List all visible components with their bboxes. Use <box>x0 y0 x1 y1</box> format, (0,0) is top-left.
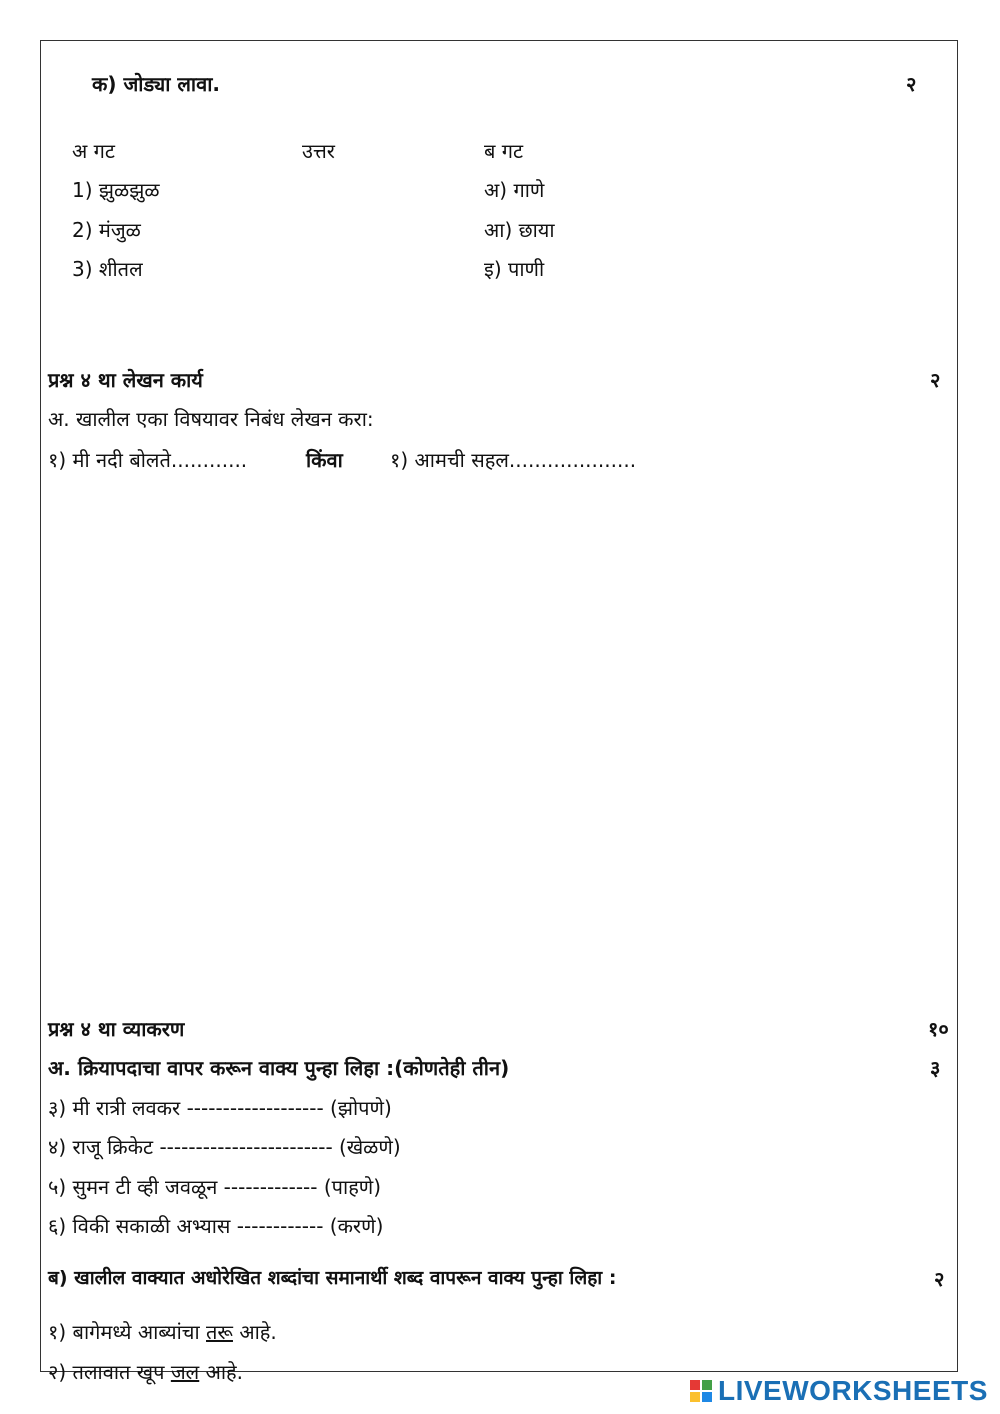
column-a-header: अ गट <box>72 139 115 163</box>
match-marks: २ <box>906 72 917 96</box>
grammar-a-item: ५) सुमन टी व्ही जवळून ------------- (पाहणे) <box>48 1175 382 1199</box>
grammar-a-title: अ. क्रियापदाचा वापर करून वाक्य पुन्हा लिहा :(कोणतेही तीन) <box>48 1056 510 1080</box>
grammar-b-title: ब) खालील वाक्यात अधोरेखित शब्दांचा समानार्थी शब्द वापरून वाक्य पुन्हा लिहा : <box>48 1267 617 1289</box>
writing-title: प्रश्न ४ था लेखन कार्य <box>48 368 203 392</box>
grammar-b-marks: २ <box>934 1267 945 1291</box>
underlined-word: तरू <box>206 1320 233 1344</box>
sentence-text: २) तलावात खूप <box>48 1360 171 1384</box>
column-answer-header: उत्तर <box>302 139 335 163</box>
sentence-text: आहे. <box>232 1320 277 1344</box>
writing-marks: २ <box>930 368 941 392</box>
match-a-item: 1) झुळझुळ <box>72 178 160 202</box>
brand-name: LIVEWORKSHEETS <box>718 1375 988 1406</box>
essay-option-2: १) आमची सहल.................... <box>390 448 637 472</box>
match-a-item: 2) मंजुळ <box>72 218 141 242</box>
logo-squares-icon <box>690 1380 712 1402</box>
logo-square <box>702 1392 712 1402</box>
or-label: किंवा <box>306 448 343 472</box>
essay-option-1: १) मी नदी बोलते............ <box>48 448 248 472</box>
grammar-a-item: ४) राजू क्रिकेट ------------------------ (खेळणे) <box>48 1135 401 1159</box>
match-b-item: आ) छाया <box>484 218 555 242</box>
match-title: क) जोड्या लावा. <box>92 72 221 96</box>
sentence-text: आहे. <box>199 1360 244 1384</box>
synonym-sentence-2 <box>48 1362 243 1382</box>
underlined-word: जल <box>170 1360 200 1384</box>
synonym-sentence-1 <box>48 1322 277 1342</box>
grammar-marks: १० <box>928 1017 949 1041</box>
logo-square <box>690 1392 700 1402</box>
liveworksheets-logo <box>690 1374 988 1408</box>
grammar-a-marks: ३ <box>930 1056 941 1080</box>
logo-square <box>702 1380 712 1390</box>
column-b-header: ब गट <box>484 139 524 163</box>
grammar-a-item: ३) मी रात्री लवकर ------------------- (झोपणे) <box>48 1096 392 1120</box>
grammar-a-item: ६) विकी सकाळी अभ्यास ------------ (करणे) <box>48 1214 384 1238</box>
logo-square <box>690 1380 700 1390</box>
match-a-item: 3) शीतल <box>72 257 143 281</box>
sentence-text: १) बागेमध्ये आब्यांचा <box>48 1320 207 1344</box>
match-b-item: अ) गाणे <box>484 178 545 202</box>
match-b-item: इ) पाणी <box>484 257 545 281</box>
grammar-title: प्रश्न ४ था व्याकरण <box>48 1017 185 1041</box>
writing-instruction: अ. खालील एका विषयावर निबंध लेखन करा: <box>48 407 374 431</box>
